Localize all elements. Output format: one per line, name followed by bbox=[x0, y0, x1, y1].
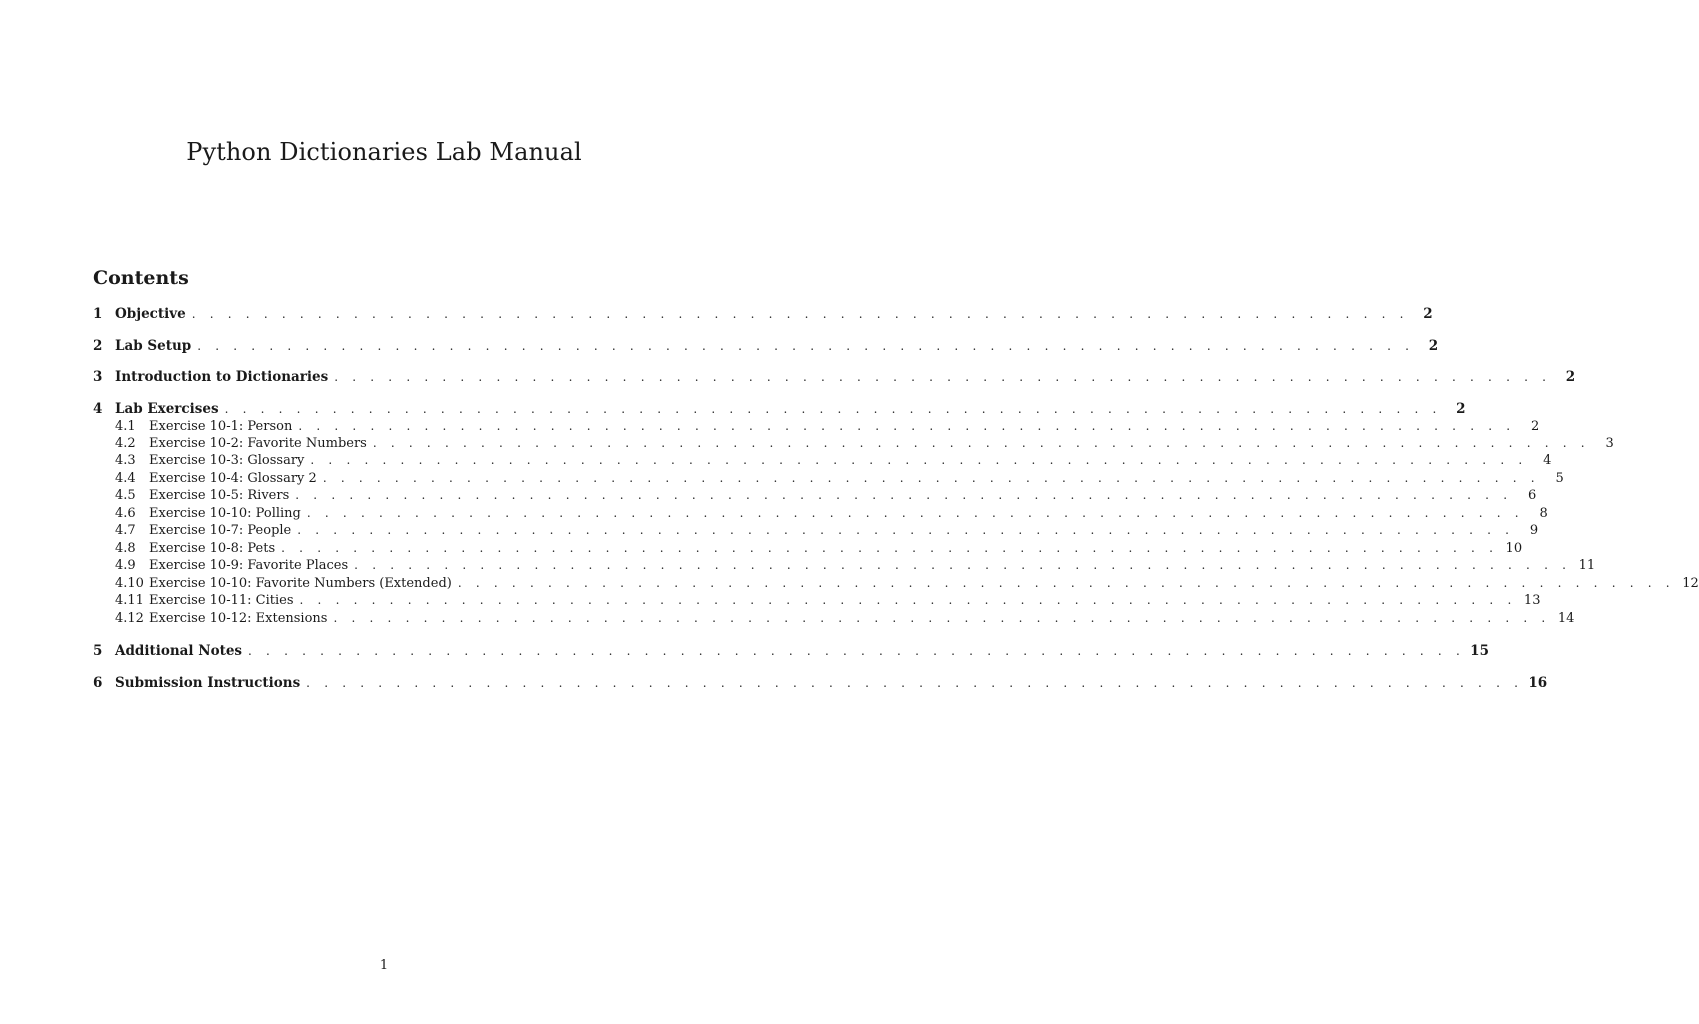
toc-entry-page: 10 bbox=[1505, 541, 1523, 556]
toc-entry-number: 4.7 bbox=[115, 523, 136, 538]
toc-subentry-4-6[interactable] bbox=[93, 506, 1548, 524]
toc-entry-title: Exercise 10-10: Polling bbox=[149, 506, 301, 521]
toc-subentry-4-7[interactable] bbox=[93, 523, 1539, 541]
toc-entry-page: 6 bbox=[1527, 488, 1537, 503]
toc-dot-leader: . . . . . . . . . . . . . . . . . . . . . . . . . . . . . . . . . . . . . . . . . . . . . . . . . . . . . . . . . . . . . . . . . . . . bbox=[306, 676, 1524, 690]
toc-subentry-4-5[interactable] bbox=[93, 488, 1537, 506]
toc-dot-leader: . . . . . . . . . . . . . . . . . . . . . . . . . . . . . . . . . . . . . . . . . . . . . . . . . . . . . . . . . . . . . . . . . . . . bbox=[224, 402, 1442, 416]
toc-entry-title: Lab Exercises bbox=[115, 401, 219, 417]
toc-subentry-4-3[interactable] bbox=[93, 453, 1552, 471]
toc-entry-number: 1 bbox=[93, 306, 103, 322]
toc-subentry-4-11[interactable] bbox=[93, 593, 1541, 611]
toc-entry-page: 15 bbox=[1470, 643, 1489, 659]
toc-entry-title: Exercise 10-1: Person bbox=[149, 419, 293, 434]
toc-entry-lab-exercises[interactable] bbox=[93, 401, 1466, 419]
toc-dot-leader: . . . . . . . . . . . . . . . . . . . . . . . . . . . . . . . . . . . . . . . . . . . . . . . . . . . . . . . . . . . . . . . . . . . . bbox=[298, 419, 1516, 433]
toc-entry-number: 4.4 bbox=[115, 471, 136, 486]
toc-dot-leader: . . . . . . . . . . . . . . . . . . . . . . . . . . . . . . . . . . . . . . . . . . . . . . . . . . . . . . . . . . . . . . . . . . . . bbox=[297, 523, 1515, 537]
toc-entry-title: Lab Setup bbox=[115, 338, 192, 354]
toc-entry-page: 13 bbox=[1523, 593, 1541, 608]
toc-entry-title: Exercise 10-2: Favorite Numbers bbox=[149, 436, 367, 451]
toc-entry-page: 16 bbox=[1528, 675, 1548, 691]
toc-entry-page: 2 bbox=[1531, 419, 1540, 434]
toc-entry-page: 2 bbox=[1423, 306, 1433, 322]
toc-dot-leader: . . . . . . . . . . . . . . . . . . . . . . . . . . . . . . . . . . . . . . . . . . . . . . . . . . . . . . . . . . . . . . . . . . . . bbox=[299, 593, 1517, 607]
toc-dot-leader: . . . . . . . . . . . . . . . . . . . . . . . . . . . . . . . . . . . . . . . . . . . . . . . . . . . . . . . . . . . . . . . . . . . . bbox=[197, 339, 1415, 353]
toc-entry-number: 4.11 bbox=[115, 593, 144, 608]
toc-entry-number: 4.6 bbox=[115, 506, 136, 521]
toc-entry-lab-setup[interactable] bbox=[93, 338, 1439, 356]
toc-entry-title: Introduction to Dictionaries bbox=[115, 369, 329, 385]
toc-entry-page: 4 bbox=[1543, 453, 1552, 468]
contents-heading: Contents bbox=[93, 267, 189, 289]
toc-entry-title: Exercise 10-9: Favorite Places bbox=[149, 558, 349, 573]
toc-entry-title: Exercise 10-7: People bbox=[149, 523, 292, 538]
toc-subentry-4-8[interactable] bbox=[93, 541, 1523, 559]
toc-entry-title: Exercise 10-8: Pets bbox=[149, 541, 276, 556]
toc-dot-leader: . . . . . . . . . . . . . . . . . . . . . . . . . . . . . . . . . . . . . . . . . . . . . . . . . . . . . . . . . . . . . . . . . . . . bbox=[310, 453, 1528, 467]
toc-dot-leader: . . . . . . . . . . . . . . . . . . . . . . . . . . . . . . . . . . . . . . . . . . . . . . . . . . . . . . . . . . . . . . . . . . . . bbox=[281, 541, 1499, 555]
toc-subentry-4-2[interactable] bbox=[93, 436, 1614, 454]
toc-dot-leader: . . . . . . . . . . . . . . . . . . . . . . . . . . . . . . . . . . . . . . . . . . . . . . . . . . . . . . . . . . . . . . . . . . . . bbox=[322, 471, 1540, 485]
toc-entry-page: 2 bbox=[1565, 369, 1576, 385]
toc-entry-number: 4.9 bbox=[115, 558, 136, 573]
toc-entry-title: Additional Notes bbox=[115, 643, 243, 659]
toc-entry-number: 4.5 bbox=[115, 488, 136, 503]
toc-subentry-4-9[interactable] bbox=[93, 558, 1596, 576]
toc-subentry-4-4[interactable] bbox=[93, 471, 1564, 489]
toc-entry-page: 3 bbox=[1605, 436, 1614, 451]
toc-entry-page: 11 bbox=[1578, 558, 1596, 573]
toc-entry-objective[interactable] bbox=[93, 306, 1433, 324]
toc-entry-number: 4.12 bbox=[115, 611, 144, 626]
toc-entry-page: 14 bbox=[1557, 611, 1575, 626]
toc-entry-submission-instructions[interactable] bbox=[93, 675, 1548, 693]
toc-dot-leader: . . . . . . . . . . . . . . . . . . . . . . . . . . . . . . . . . . . . . . . . . . . . . . . . . . . . . . . . . . . . . . . . . . . . bbox=[334, 370, 1552, 384]
toc-entry-number: 5 bbox=[93, 643, 103, 659]
toc-entry-additional-notes[interactable] bbox=[93, 643, 1489, 661]
toc-entry-page: 2 bbox=[1456, 401, 1466, 417]
toc-entry-number: 4.8 bbox=[115, 541, 136, 556]
toc-entry-introduction[interactable] bbox=[93, 369, 1576, 387]
toc-entry-page: 2 bbox=[1428, 338, 1439, 354]
page-number: 1 bbox=[379, 958, 389, 973]
toc-entry-title: Exercise 10-11: Cities bbox=[149, 593, 294, 608]
toc-dot-leader: . . . . . . . . . . . . . . . . . . . . . . . . . . . . . . . . . . . . . . . . . . . . . . . . . . . . . . . . . . . . . . . . . . . . bbox=[295, 488, 1513, 502]
toc-entry-page: 8 bbox=[1539, 506, 1548, 521]
toc-entry-title: Exercise 10-3: Glossary bbox=[149, 453, 305, 468]
toc-entry-number: 4.2 bbox=[115, 436, 136, 451]
toc-entry-page: 9 bbox=[1529, 523, 1539, 538]
toc-entry-title: Submission Instructions bbox=[115, 675, 301, 691]
toc-entry-number: 2 bbox=[93, 338, 103, 354]
toc-subentry-4-12[interactable] bbox=[93, 611, 1575, 629]
toc-entry-page: 12 bbox=[1682, 576, 1699, 591]
toc-entry-number: 4.10 bbox=[115, 576, 144, 591]
toc-entry-number: 4.1 bbox=[115, 419, 136, 434]
toc-dot-leader: . . . . . . . . . . . . . . . . . . . . . . . . . . . . . . . . . . . . . . . . . . . . . . . . . . . . . . . . . . . . . . . . . . . . bbox=[354, 558, 1572, 572]
toc-subentry-4-1[interactable] bbox=[93, 419, 1540, 437]
toc-entry-title: Exercise 10-10: Favorite Numbers (Extended) bbox=[149, 576, 452, 591]
toc-dot-leader: . . . . . . . . . . . . . . . . . . . . . . . . . . . . . . . . . . . . . . . . . . . . . . . . . . . . . . . . . . . . . . . . . . . . bbox=[248, 644, 1465, 658]
toc-subentry-4-10[interactable] bbox=[93, 576, 1699, 594]
toc-entry-title: Objective bbox=[115, 306, 186, 322]
toc-entry-title: Exercise 10-12: Extensions bbox=[149, 611, 328, 626]
document-title: Python Dictionaries Lab Manual bbox=[186, 138, 582, 166]
toc-entry-number: 6 bbox=[93, 675, 103, 691]
toc-dot-leader: . . . . . . . . . . . . . . . . . . . . . . . . . . . . . . . . . . . . . . . . . . . . . . . . . . . . . . . . . . . . . . . . . . . . bbox=[457, 576, 1675, 590]
toc-dot-leader: . . . . . . . . . . . . . . . . . . . . . . . . . . . . . . . . . . . . . . . . . . . . . . . . . . . . . . . . . . . . . . . . . . . . bbox=[191, 307, 1409, 321]
toc-entry-number: 4.3 bbox=[115, 453, 136, 468]
toc-dot-leader: . . . . . . . . . . . . . . . . . . . . . . . . . . . . . . . . . . . . . . . . . . . . . . . . . . . . . . . . . . . . . . . . . . . . bbox=[306, 506, 1524, 520]
toc-dot-leader: . . . . . . . . . . . . . . . . . . . . . . . . . . . . . . . . . . . . . . . . . . . . . . . . . . . . . . . . . . . . . . . . . . . . bbox=[333, 611, 1551, 625]
toc-entry-title: Exercise 10-5: Rivers bbox=[149, 488, 290, 503]
toc-entry-page: 5 bbox=[1555, 471, 1564, 486]
toc-entry-title: Exercise 10-4: Glossary 2 bbox=[149, 471, 317, 486]
toc-entry-number: 4 bbox=[93, 401, 103, 417]
toc-entry-number: 3 bbox=[93, 369, 103, 385]
toc-dot-leader: . . . . . . . . . . . . . . . . . . . . . . . . . . . . . . . . . . . . . . . . . . . . . . . . . . . . . . . . . . . . . . . . . . . . bbox=[372, 436, 1590, 450]
